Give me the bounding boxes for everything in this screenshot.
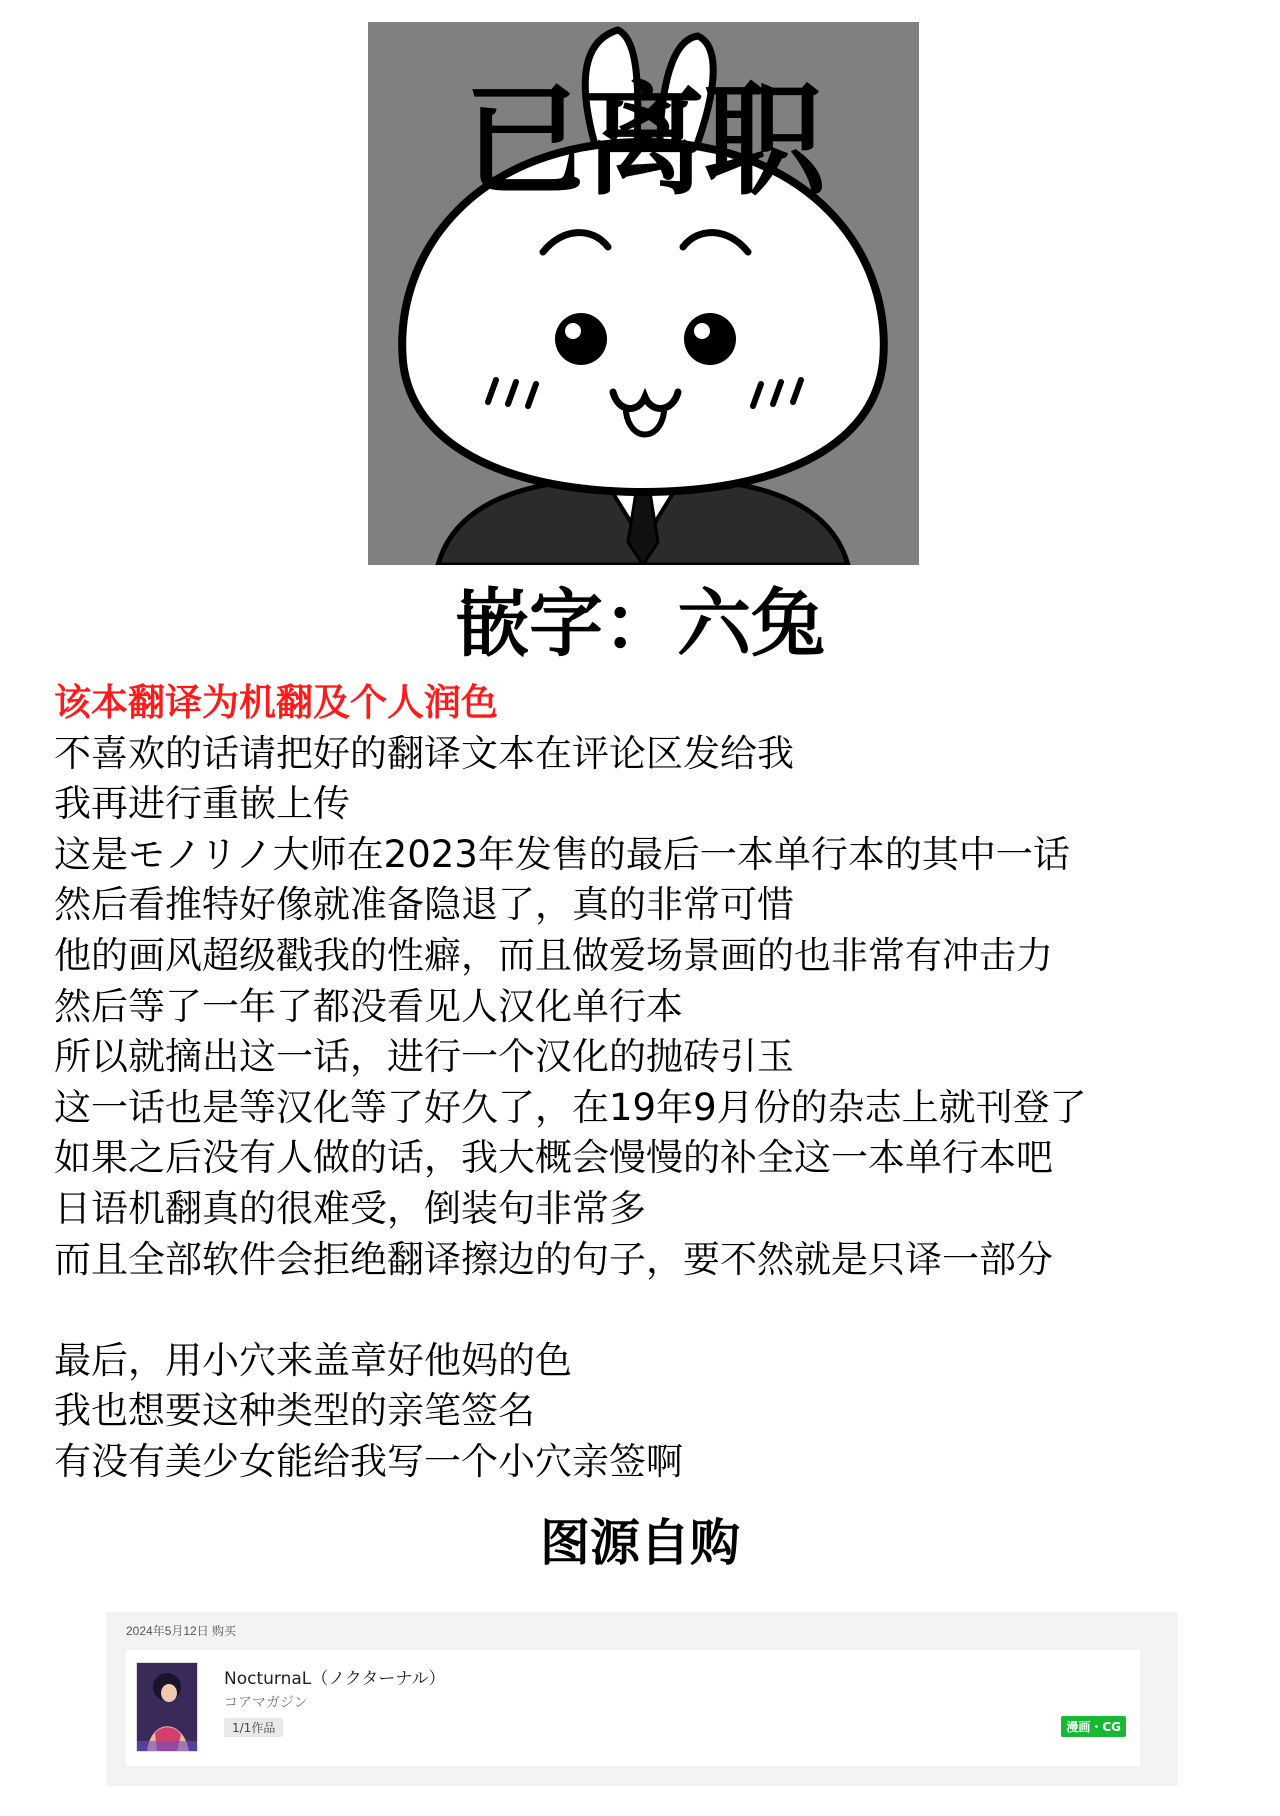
work-count-badge: 1/1作品 <box>224 1718 283 1737</box>
translator-notes <box>54 678 1254 1488</box>
purchase-card[interactable] <box>126 1650 1140 1766</box>
closing-line: 最后，用小穴来盖章好他妈的色 <box>54 1338 572 1382</box>
genre-badge: 漫画・CG <box>1061 1716 1126 1737</box>
work-circle[interactable]: コアマガジン <box>224 1695 308 1711</box>
note-line: 所以就摘出这一话，进行一个汉化的抛砖引玉 <box>54 1035 794 1079</box>
note-line: 他的画风超级戳我的性癖，而且做爱场景画的也非常有冲击力 <box>54 933 1053 977</box>
source-title: 图源自购 <box>540 1514 740 1572</box>
work-title[interactable]: NocturnaL（ノクターナル） <box>224 1669 446 1689</box>
closing-line: 我也想要这种类型的亲笔签名 <box>54 1389 535 1433</box>
meme-image <box>368 22 919 565</box>
note-line: 然后看推特好像就准备隐退了，真的非常可惜 <box>54 883 794 927</box>
note-highlight: 该本翻译为机翻及个人润色 <box>54 681 498 724</box>
meme-caption: 已离职 <box>463 70 824 212</box>
note-line: 如果之后没有人做的话，我大概会慢慢的补全这一本单行本吧 <box>54 1136 1053 1180</box>
purchase-record <box>106 1612 1178 1786</box>
note-line: 日语机翻真的很难受，倒装句非常多 <box>54 1186 646 1230</box>
closing-line: 有没有美少女能给我写一个小穴亲签啊 <box>54 1439 683 1483</box>
note-line: 这是モノリノ大师在2023年发售的最后一本单行本的其中一话 <box>54 832 1070 876</box>
cover-thumbnail[interactable] <box>136 1662 198 1752</box>
cover-illustration-icon <box>137 1663 197 1751</box>
purchase-date: 2024年5月12日 购买 <box>126 1624 237 1638</box>
note-line: 不喜欢的话请把好的翻译文本在评论区发给我 <box>54 731 794 775</box>
note-line: 而且全部软件会拒绝翻译擦边的句子，要不然就是只译一部分 <box>54 1237 1053 1281</box>
paragraph-gap <box>54 1285 1254 1336</box>
note-line: 我再进行重嵌上传 <box>54 782 350 826</box>
embed-credit: 嵌字：六兔 <box>455 581 825 667</box>
note-line: 然后等了一年了都没看见人汉化单行本 <box>54 984 683 1028</box>
note-line: 这一话也是等汉化等了好久了，在19年9月份的杂志上就刊登了 <box>54 1085 1087 1129</box>
